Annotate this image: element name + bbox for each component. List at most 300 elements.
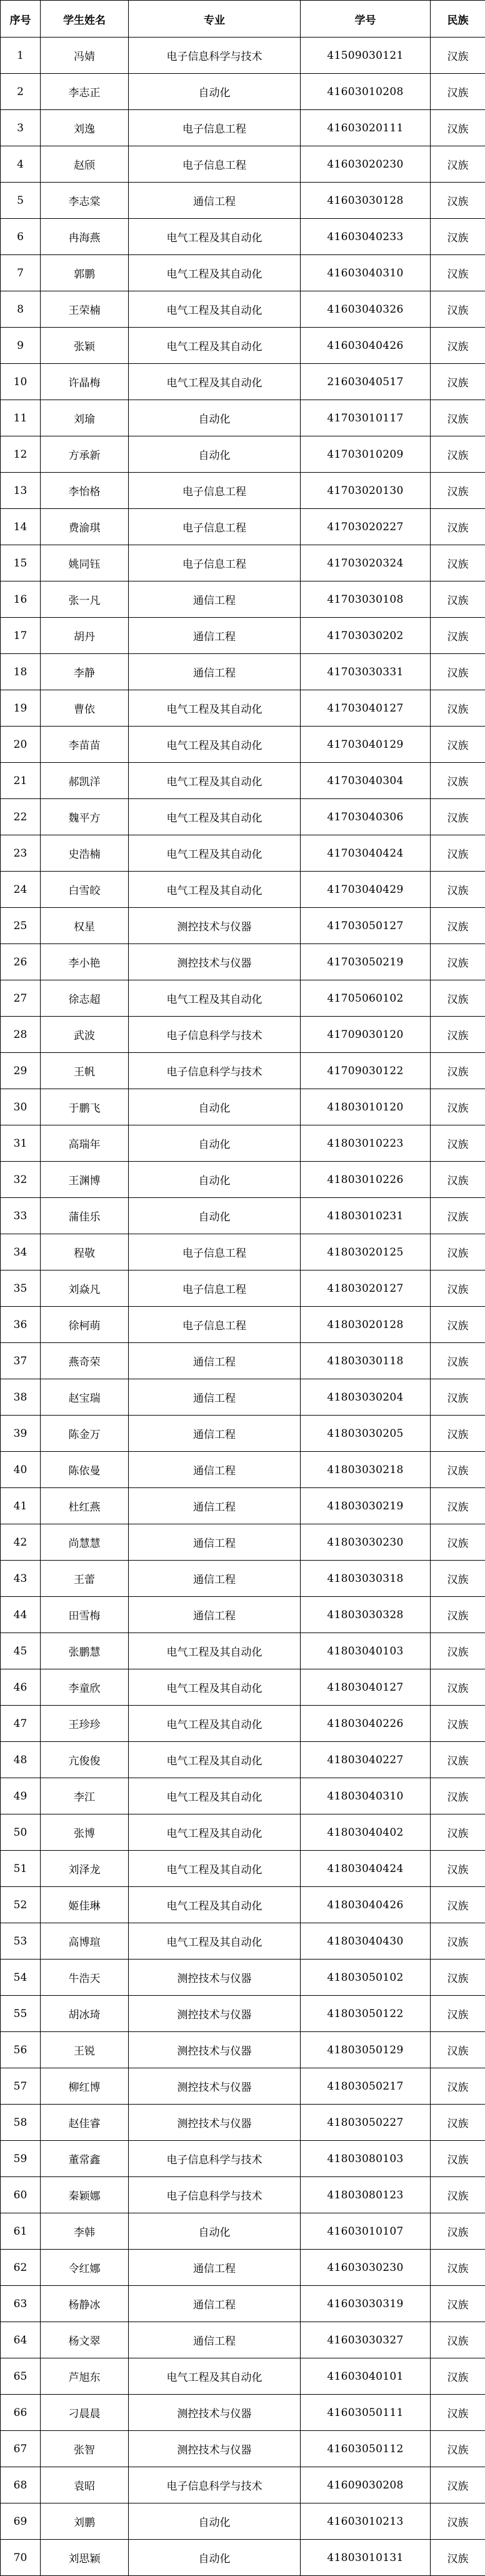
- cell-student-id: 41603040310: [301, 255, 431, 291]
- cell-student-name: 杨文翠: [41, 2322, 129, 2358]
- cell-ethnicity: 汉族: [431, 38, 485, 74]
- cell-seq: 45: [1, 1633, 41, 1669]
- cell-student-id: 41603030230: [301, 2250, 431, 2286]
- cell-seq: 29: [1, 1053, 41, 1089]
- cell-student-name: 赵宝瑞: [41, 1379, 129, 1416]
- table-row: [1, 1089, 485, 1125]
- cell-seq: 39: [1, 1416, 41, 1452]
- cell-ethnicity: 汉族: [431, 1814, 485, 1851]
- cell-student-id: 41603010213: [301, 2503, 431, 2540]
- table-row: [1, 1778, 485, 1814]
- cell-major: 通信工程: [129, 654, 301, 690]
- cell-seq: 47: [1, 1706, 41, 1742]
- table-row: [1, 1198, 485, 1234]
- cell-seq: 32: [1, 1162, 41, 1198]
- cell-student-name: 刘泽龙: [41, 1851, 129, 1887]
- table-row: [1, 1017, 485, 1053]
- table-row: [1, 110, 485, 146]
- table-row: [1, 2503, 485, 2540]
- table-row: [1, 1996, 485, 2032]
- cell-ethnicity: 汉族: [431, 727, 485, 763]
- cell-major: 电气工程及其自动化: [129, 1706, 301, 1742]
- cell-student-name: 冯婧: [41, 38, 129, 74]
- cell-major: 通信工程: [129, 1488, 301, 1524]
- cell-student-id: 41703050127: [301, 908, 431, 944]
- table-row: [1, 436, 485, 473]
- table-row: [1, 980, 485, 1017]
- cell-ethnicity: 汉族: [431, 2032, 485, 2068]
- cell-student-name: 许晶梅: [41, 364, 129, 400]
- cell-student-id: 41709030122: [301, 1053, 431, 1089]
- cell-student-id: 41803020125: [301, 1234, 431, 1270]
- cell-ethnicity: 汉族: [431, 2322, 485, 2358]
- table-row: [1, 2322, 485, 2358]
- cell-student-id: 41703020324: [301, 545, 431, 581]
- cell-student-name: 李志棠: [41, 183, 129, 219]
- cell-student-name: 刘思颖: [41, 2540, 129, 2576]
- cell-student-name: 柳红博: [41, 2068, 129, 2105]
- cell-student-id: 41603010107: [301, 2213, 431, 2250]
- cell-student-id: 41803040103: [301, 1633, 431, 1669]
- cell-seq: 4: [1, 146, 41, 183]
- cell-major: 通信工程: [129, 2322, 301, 2358]
- cell-seq: 16: [1, 581, 41, 618]
- cell-ethnicity: 汉族: [431, 1416, 485, 1452]
- cell-student-id: 41803010226: [301, 1162, 431, 1198]
- cell-ethnicity: 汉族: [431, 1162, 485, 1198]
- cell-student-name: 王荣楠: [41, 291, 129, 328]
- table-row: [1, 763, 485, 799]
- cell-seq: 5: [1, 183, 41, 219]
- cell-major: 通信工程: [129, 1416, 301, 1452]
- cell-student-name: 杜红燕: [41, 1488, 129, 1524]
- cell-student-name: 权星: [41, 908, 129, 944]
- cell-major: 电气工程及其自动化: [129, 328, 301, 364]
- cell-student-id: 41803050102: [301, 1960, 431, 1996]
- cell-student-name: 刘焱凡: [41, 1270, 129, 1307]
- table-row: [1, 1125, 485, 1162]
- cell-seq: 23: [1, 835, 41, 872]
- cell-seq: 37: [1, 1343, 41, 1379]
- cell-major: 通信工程: [129, 1452, 301, 1488]
- table-row: [1, 2177, 485, 2213]
- cell-seq: 36: [1, 1307, 41, 1343]
- table-row: [1, 1960, 485, 1996]
- cell-major: 自动化: [129, 74, 301, 110]
- cell-student-id: 41803020127: [301, 1270, 431, 1307]
- table-row: [1, 146, 485, 183]
- cell-major: 电气工程及其自动化: [129, 1633, 301, 1669]
- table-row: [1, 835, 485, 872]
- cell-seq: 50: [1, 1814, 41, 1851]
- cell-seq: 56: [1, 2032, 41, 2068]
- cell-student-name: 张一凡: [41, 581, 129, 618]
- cell-ethnicity: 汉族: [431, 1706, 485, 1742]
- table-row: [1, 1851, 485, 1887]
- cell-student-id: 41803040127: [301, 1669, 431, 1706]
- cell-student-name: 郭鹏: [41, 255, 129, 291]
- table-row: [1, 400, 485, 436]
- cell-ethnicity: 汉族: [431, 1198, 485, 1234]
- cell-student-name: 刘瑜: [41, 400, 129, 436]
- cell-seq: 26: [1, 944, 41, 980]
- cell-seq: 38: [1, 1379, 41, 1416]
- cell-student-name: 王渊博: [41, 1162, 129, 1198]
- cell-seq: 43: [1, 1561, 41, 1597]
- header-ethnicity: 民族: [431, 1, 485, 38]
- cell-seq: 49: [1, 1778, 41, 1814]
- cell-student-id: 41803040227: [301, 1742, 431, 1778]
- cell-major: 电气工程及其自动化: [129, 364, 301, 400]
- cell-student-name: 陈依曼: [41, 1452, 129, 1488]
- cell-ethnicity: 汉族: [431, 1996, 485, 2032]
- cell-seq: 21: [1, 763, 41, 799]
- cell-student-id: 41703040306: [301, 799, 431, 835]
- table-row: [1, 1270, 485, 1307]
- cell-major: 电子信息工程: [129, 1307, 301, 1343]
- table-row: [1, 2431, 485, 2467]
- table-row: [1, 944, 485, 980]
- cell-student-id: 41803040402: [301, 1814, 431, 1851]
- cell-student-id: 41803030204: [301, 1379, 431, 1416]
- cell-seq: 9: [1, 328, 41, 364]
- cell-major: 电子信息科学与技术: [129, 1053, 301, 1089]
- cell-ethnicity: 汉族: [431, 618, 485, 654]
- table-row: [1, 581, 485, 618]
- header-student-name: 学生姓名: [41, 1, 129, 38]
- cell-student-id: 41603020230: [301, 146, 431, 183]
- cell-student-id: 41803040430: [301, 1923, 431, 1960]
- table-row: [1, 1162, 485, 1198]
- cell-student-name: 秦颖娜: [41, 2177, 129, 2213]
- cell-student-name: 王锐: [41, 2032, 129, 2068]
- cell-major: 电气工程及其自动化: [129, 763, 301, 799]
- cell-ethnicity: 汉族: [431, 74, 485, 110]
- cell-seq: 27: [1, 980, 41, 1017]
- cell-ethnicity: 汉族: [431, 835, 485, 872]
- table-row: [1, 1452, 485, 1488]
- cell-student-id: 41709030120: [301, 1017, 431, 1053]
- cell-ethnicity: 汉族: [431, 1488, 485, 1524]
- cell-student-name: 武波: [41, 1017, 129, 1053]
- cell-ethnicity: 汉族: [431, 2431, 485, 2467]
- cell-student-id: 41803050129: [301, 2032, 431, 2068]
- cell-ethnicity: 汉族: [431, 944, 485, 980]
- cell-ethnicity: 汉族: [431, 1379, 485, 1416]
- cell-ethnicity: 汉族: [431, 2068, 485, 2105]
- cell-student-name: 李韩: [41, 2213, 129, 2250]
- cell-ethnicity: 汉族: [431, 2467, 485, 2503]
- cell-seq: 18: [1, 654, 41, 690]
- cell-student-id: 41803080123: [301, 2177, 431, 2213]
- cell-student-name: 张智: [41, 2431, 129, 2467]
- cell-seq: 6: [1, 219, 41, 255]
- cell-major: 电气工程及其自动化: [129, 727, 301, 763]
- cell-student-id: 41603030128: [301, 183, 431, 219]
- table-row: [1, 908, 485, 944]
- cell-seq: 40: [1, 1452, 41, 1488]
- table-row: [1, 2286, 485, 2322]
- table-row: [1, 183, 485, 219]
- cell-ethnicity: 汉族: [431, 763, 485, 799]
- cell-student-name: 王蕾: [41, 1561, 129, 1597]
- cell-student-id: 41803050122: [301, 1996, 431, 2032]
- cell-major: 通信工程: [129, 183, 301, 219]
- cell-seq: 15: [1, 545, 41, 581]
- cell-ethnicity: 汉族: [431, 1887, 485, 1923]
- cell-seq: 70: [1, 2540, 41, 2576]
- cell-major: 自动化: [129, 1198, 301, 1234]
- cell-student-name: 董常鑫: [41, 2141, 129, 2177]
- cell-major: 电气工程及其自动化: [129, 1669, 301, 1706]
- cell-seq: 17: [1, 618, 41, 654]
- cell-student-id: 41603040233: [301, 219, 431, 255]
- cell-major: 自动化: [129, 436, 301, 473]
- cell-student-name: 李江: [41, 1778, 129, 1814]
- table-row: [1, 219, 485, 255]
- cell-student-id: 41703010117: [301, 400, 431, 436]
- cell-student-name: 田雪梅: [41, 1597, 129, 1633]
- cell-student-name: 陈金万: [41, 1416, 129, 1452]
- header-seq: 序号: [1, 1, 41, 38]
- cell-seq: 65: [1, 2358, 41, 2395]
- cell-ethnicity: 汉族: [431, 2503, 485, 2540]
- cell-seq: 13: [1, 473, 41, 509]
- cell-major: 测控技术与仪器: [129, 1996, 301, 2032]
- cell-ethnicity: 汉族: [431, 364, 485, 400]
- cell-seq: 2: [1, 74, 41, 110]
- table-row: [1, 2395, 485, 2431]
- cell-major: 通信工程: [129, 1561, 301, 1597]
- header-row: [1, 1, 485, 38]
- cell-student-name: 刘逸: [41, 110, 129, 146]
- cell-ethnicity: 汉族: [431, 2177, 485, 2213]
- cell-major: 电气工程及其自动化: [129, 1778, 301, 1814]
- cell-student-name: 冉海燕: [41, 219, 129, 255]
- cell-ethnicity: 汉族: [431, 799, 485, 835]
- table-row: [1, 1343, 485, 1379]
- table-row: [1, 1488, 485, 1524]
- cell-seq: 57: [1, 2068, 41, 2105]
- cell-student-name: 李怡格: [41, 473, 129, 509]
- cell-major: 电子信息科学与技术: [129, 38, 301, 74]
- table-row: [1, 1742, 485, 1778]
- cell-ethnicity: 汉族: [431, 1851, 485, 1887]
- cell-major: 自动化: [129, 2213, 301, 2250]
- table-row: [1, 1053, 485, 1089]
- cell-student-name: 徐柯萌: [41, 1307, 129, 1343]
- cell-student-id: 41705060102: [301, 980, 431, 1017]
- cell-major: 电气工程及其自动化: [129, 690, 301, 727]
- cell-student-id: 41803040226: [301, 1706, 431, 1742]
- table-row: [1, 1524, 485, 1561]
- cell-student-id: 41609030208: [301, 2467, 431, 2503]
- cell-student-name: 袁昭: [41, 2467, 129, 2503]
- cell-student-id: 41703030108: [301, 581, 431, 618]
- cell-major: 电气工程及其自动化: [129, 255, 301, 291]
- table-row: [1, 1633, 485, 1669]
- cell-student-name: 赵颀: [41, 146, 129, 183]
- cell-ethnicity: 汉族: [431, 328, 485, 364]
- cell-student-id: 41803010231: [301, 1198, 431, 1234]
- table-row: [1, 545, 485, 581]
- cell-student-id: 41703040429: [301, 872, 431, 908]
- cell-student-id: 41603010208: [301, 74, 431, 110]
- cell-ethnicity: 汉族: [431, 1742, 485, 1778]
- cell-major: 电气工程及其自动化: [129, 1814, 301, 1851]
- table-row: [1, 1416, 485, 1452]
- cell-major: 测控技术与仪器: [129, 2068, 301, 2105]
- table-row: [1, 654, 485, 690]
- cell-ethnicity: 汉族: [431, 1089, 485, 1125]
- cell-ethnicity: 汉族: [431, 1270, 485, 1307]
- cell-major: 测控技术与仪器: [129, 2395, 301, 2431]
- cell-major: 自动化: [129, 1162, 301, 1198]
- table-body: [1, 38, 485, 2576]
- cell-student-name: 燕奇荣: [41, 1343, 129, 1379]
- cell-seq: 66: [1, 2395, 41, 2431]
- cell-student-name: 白雪皎: [41, 872, 129, 908]
- cell-student-name: 芦旭东: [41, 2358, 129, 2395]
- cell-major: 电子信息科学与技术: [129, 2141, 301, 2177]
- cell-major: 自动化: [129, 1089, 301, 1125]
- cell-major: 电子信息科学与技术: [129, 2177, 301, 2213]
- table-row: [1, 1234, 485, 1270]
- cell-ethnicity: 汉族: [431, 1524, 485, 1561]
- cell-major: 电气工程及其自动化: [129, 872, 301, 908]
- cell-seq: 19: [1, 690, 41, 727]
- cell-student-id: 41603050111: [301, 2395, 431, 2431]
- cell-student-name: 杨静冰: [41, 2286, 129, 2322]
- cell-major: 通信工程: [129, 618, 301, 654]
- cell-seq: 11: [1, 400, 41, 436]
- cell-major: 测控技术与仪器: [129, 1960, 301, 1996]
- cell-major: 电气工程及其自动化: [129, 219, 301, 255]
- table-row: [1, 1923, 485, 1960]
- cell-student-id: 41803050217: [301, 2068, 431, 2105]
- table-row: [1, 2540, 485, 2576]
- cell-student-id: 41603020111: [301, 110, 431, 146]
- cell-major: 测控技术与仪器: [129, 2032, 301, 2068]
- table-row: [1, 1814, 485, 1851]
- cell-student-name: 李苗苗: [41, 727, 129, 763]
- cell-major: 电气工程及其自动化: [129, 835, 301, 872]
- cell-major: 电气工程及其自动化: [129, 1887, 301, 1923]
- cell-student-name: 李志正: [41, 74, 129, 110]
- cell-ethnicity: 汉族: [431, 2358, 485, 2395]
- cell-ethnicity: 汉族: [431, 1960, 485, 1996]
- cell-ethnicity: 汉族: [431, 183, 485, 219]
- cell-major: 通信工程: [129, 2286, 301, 2322]
- cell-seq: 10: [1, 364, 41, 400]
- cell-ethnicity: 汉族: [431, 1778, 485, 1814]
- cell-seq: 28: [1, 1017, 41, 1053]
- cell-major: 测控技术与仪器: [129, 944, 301, 980]
- cell-student-id: 41703010209: [301, 436, 431, 473]
- cell-major: 通信工程: [129, 1343, 301, 1379]
- cell-ethnicity: 汉族: [431, 2213, 485, 2250]
- cell-student-id: 41803030118: [301, 1343, 431, 1379]
- cell-major: 通信工程: [129, 1597, 301, 1633]
- cell-student-id: 41703030202: [301, 618, 431, 654]
- cell-student-name: 程敬: [41, 1234, 129, 1270]
- cell-seq: 54: [1, 1960, 41, 1996]
- table-row: [1, 1597, 485, 1633]
- cell-ethnicity: 汉族: [431, 2540, 485, 2576]
- cell-ethnicity: 汉族: [431, 2105, 485, 2141]
- cell-student-name: 李静: [41, 654, 129, 690]
- cell-student-id: 41803050227: [301, 2105, 431, 2141]
- cell-student-name: 史浩楠: [41, 835, 129, 872]
- cell-student-id: 41703020227: [301, 509, 431, 545]
- table-row: [1, 2141, 485, 2177]
- cell-seq: 48: [1, 1742, 41, 1778]
- cell-major: 电气工程及其自动化: [129, 980, 301, 1017]
- table-row: [1, 690, 485, 727]
- cell-major: 电气工程及其自动化: [129, 2358, 301, 2395]
- cell-student-name: 胡丹: [41, 618, 129, 654]
- cell-student-name: 令红娜: [41, 2250, 129, 2286]
- cell-major: 电子信息科学与技术: [129, 2467, 301, 2503]
- cell-student-name: 曹依: [41, 690, 129, 727]
- cell-seq: 69: [1, 2503, 41, 2540]
- cell-student-name: 郝凯洋: [41, 763, 129, 799]
- cell-student-id: 41803010120: [301, 1089, 431, 1125]
- cell-major: 电气工程及其自动化: [129, 291, 301, 328]
- cell-major: 自动化: [129, 2540, 301, 2576]
- cell-student-id: 41603030327: [301, 2322, 431, 2358]
- cell-major: 测控技术与仪器: [129, 2105, 301, 2141]
- cell-seq: 31: [1, 1125, 41, 1162]
- cell-major: 电子信息工程: [129, 1234, 301, 1270]
- cell-student-name: 赵佳睿: [41, 2105, 129, 2141]
- cell-student-id: 41703040304: [301, 763, 431, 799]
- cell-ethnicity: 汉族: [431, 400, 485, 436]
- cell-major: 通信工程: [129, 1379, 301, 1416]
- table-row: [1, 473, 485, 509]
- cell-ethnicity: 汉族: [431, 1597, 485, 1633]
- cell-ethnicity: 汉族: [431, 2395, 485, 2431]
- cell-ethnicity: 汉族: [431, 2250, 485, 2286]
- cell-student-id: 41603050112: [301, 2431, 431, 2467]
- table-row: [1, 38, 485, 74]
- cell-major: 自动化: [129, 400, 301, 436]
- cell-ethnicity: 汉族: [431, 581, 485, 618]
- cell-seq: 42: [1, 1524, 41, 1561]
- cell-major: 电气工程及其自动化: [129, 1923, 301, 1960]
- table-row: [1, 1307, 485, 1343]
- cell-seq: 59: [1, 2141, 41, 2177]
- cell-ethnicity: 汉族: [431, 980, 485, 1017]
- cell-seq: 44: [1, 1597, 41, 1633]
- table-row: [1, 799, 485, 835]
- cell-student-name: 姚同钰: [41, 545, 129, 581]
- cell-ethnicity: 汉族: [431, 654, 485, 690]
- cell-ethnicity: 汉族: [431, 872, 485, 908]
- cell-seq: 20: [1, 727, 41, 763]
- cell-ethnicity: 汉族: [431, 255, 485, 291]
- table-row: [1, 2358, 485, 2395]
- cell-seq: 46: [1, 1669, 41, 1706]
- cell-ethnicity: 汉族: [431, 690, 485, 727]
- cell-ethnicity: 汉族: [431, 1125, 485, 1162]
- table-row: [1, 2105, 485, 2141]
- table-row: [1, 1887, 485, 1923]
- cell-major: 通信工程: [129, 1524, 301, 1561]
- cell-ethnicity: 汉族: [431, 1053, 485, 1089]
- table-row: [1, 2467, 485, 2503]
- cell-student-name: 张鹏慧: [41, 1633, 129, 1669]
